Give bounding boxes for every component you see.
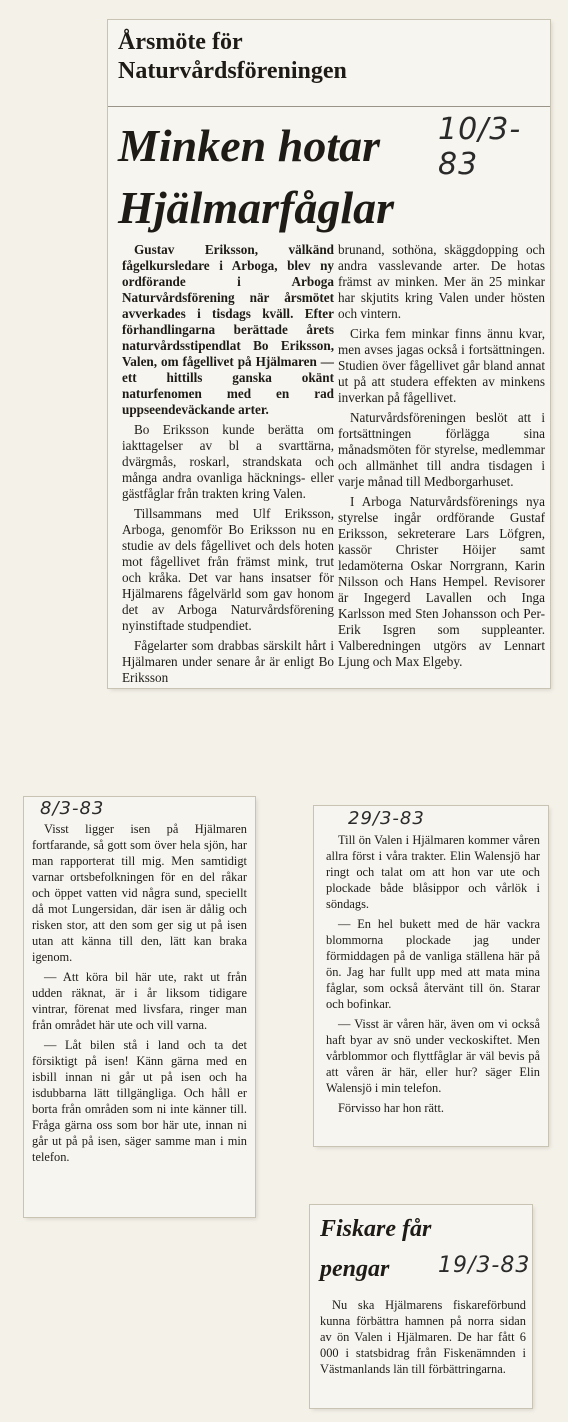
kicker-line-2: Naturvårdsföreningen [118,58,347,84]
clipping-fishermen-grant [310,1205,532,1408]
kicker-line-1: Årsmöte för [118,29,243,55]
article-paragraph: Tillsammans med Ulf Eriksson, Arboga, genomför Bo Eriksson nu en studie av dels fågellivet och dels hoten mot fågellivet från främst mink, trut och kråka. Det var hans insatser för Hjälmarens fågelvärld som gav honom det av Arboga Naturvårdsförening nyinstiftade studpendiet. [122,506,334,633]
article-paragraph: brunand, sothöna, skäggdopping och andra vasslevande arter. De hotas främst av minken. Mer än 25 minkar har skjutits kring Valen under hösten och vintern. [338,242,545,321]
article-lead: Gustav Eriksson, välkänd fågelkursledare i Arboga, blev ny ordförande i Arboga Naturvårdsförening när årsmötet avverkades i tisdags kväll. Efter förhandlingarna berättade årets naturvårdsstipendlat Bo Eriksson, Valen, om fågellivet på Hjälmaren — ett hittills ganska okänt naturfenomen med en rad uppseendeväckande arter. [122,242,334,417]
headline-line-2: Hjälmarfåglar [118,182,395,233]
article-paragraph: — Låt bilen stå i land och ta det försiktigt på isen! Känn gärna med en isbill innan ni går ut på isen och ha isdubbarna lätt tillgängliga. Och håll er borta från områden som ni inte känner till. Fråga gärna oss som bor här ute, innan ni går ut på på isen, säger samme man i min telefon. [32,1038,247,1164]
handwritten-date: 8/3-83 [40,798,105,819]
clipping-body [326,832,540,1120]
article-paragraph: Fågelarter som drabbas särskilt hårt i Hjälmaren under senare år är enligt Bo Eriksson [122,638,334,685]
headline-line-1: Fiskare får [320,1216,432,1242]
article-paragraph: Till ön Valen i Hjälmaren kommer våren allra först i våra trakter. Elin Walensjö har ringt och talat om att hon var ute och plockade både blåsippor och vårlök i söndags. [326,833,540,911]
article-paragraph: Visst ligger isen på Hjälmaren fortfarande, så gott som över hela sjön, har man rapporterat till mig. Men samtidigt varnar ortsbefolkningen för en del råkar och öppet vatten vid några sund, speciellt då mot Lungersidan, där isen är dålig och risken stor, att den som ger sig ut på isen utan att känna till den, lätt kan braka igenom. [32,822,247,964]
article-paragraph: Cirka fem minkar finns ännu kvar, men avses jagas också i fortsättningen. Studien över fågellivet går bland annat ut på att studera effekten av minkens inverkan på fågellivet. [338,326,545,405]
handwritten-date: 19/3-83 [438,1253,531,1278]
article-paragraph: Nu ska Hjälmarens fiskareförbund kunna förbättra hamnen på norra sidan av ön Valen i Hjälmaren. De har fått 6 000 i statsbidrag från Fiskenämnden i Västmanlands län till förbättringarna. [320,1298,526,1376]
headline-line-1: Minken hotar [118,120,381,171]
clipping-annual-meeting [108,20,550,688]
article-paragraph: — Att köra bil här ute, rakt ut från udden räknat, är i år liksom tidigare vintrar, förenat med livsfara, ringer man från området här ute och vill varna. [32,970,247,1032]
kicker-divider [108,106,550,107]
article-column-right [338,242,545,674]
article-column-left [122,242,334,688]
article-paragraph: Bo Eriksson kunde berätta om iakttagelser av bl a svarttärna, dvärgmås, roskarl, strandskata och många andra ovanliga häcknings- eller gästfåglar från trakten kring Valen. [122,422,334,501]
article-paragraph: Naturvårdsföreningen beslöt att i fortsättningen förlägga sina månadsmöten för styrelse, medlemmar och allmänhet till andra tisdagen i varje månad till Medborgarhuset. [338,410,545,489]
article-paragraph: — Visst är våren här, även om vi också haft byar av snö under veckoskiftet. Men vårblommor och flyttfåglar är väl bevis på att våren är här, eller hur? säger Elin Walensjö i min telefon. [326,1017,540,1095]
clipping-body [32,821,247,1169]
article-paragraph: I Arboga Naturvårdsförenings nya styrelse ingår ordförande Gustaf Eriksson, sekreterare Lars Löfgren, kassör Christer Höijer samt ledamöterna Oskar Norrgrann, Karin Nilsson och Hans Hempel. Revisorer är Ingegerd Lavallen och Inga Karlsson med Sten Johansson och Per-Erik Isgren som suppleanter. Valberedningen utgörs av Lennart Ljung och Max Elgeby. [338,494,545,669]
article-paragraph: Förvisso har hon rätt. [338,1101,444,1115]
article-kicker [118,28,538,86]
handwritten-date: 10/3-83 [438,112,522,182]
clipping-ice-warning [24,797,255,1217]
article-paragraph: — En hel bukett med de här vackra blommorna plockade jag under förmiddagen på de vanliga ställena här på ön. Jag har fullt upp med att mata mina fåglar, som också återvänt till ön. Starar och bofinkar. [326,917,540,1011]
handwritten-date: 29/3-83 [348,808,425,829]
clipping-body [320,1297,526,1381]
clipping-spring-valen [314,806,548,1146]
headline-line-2: pengar [320,1256,390,1282]
